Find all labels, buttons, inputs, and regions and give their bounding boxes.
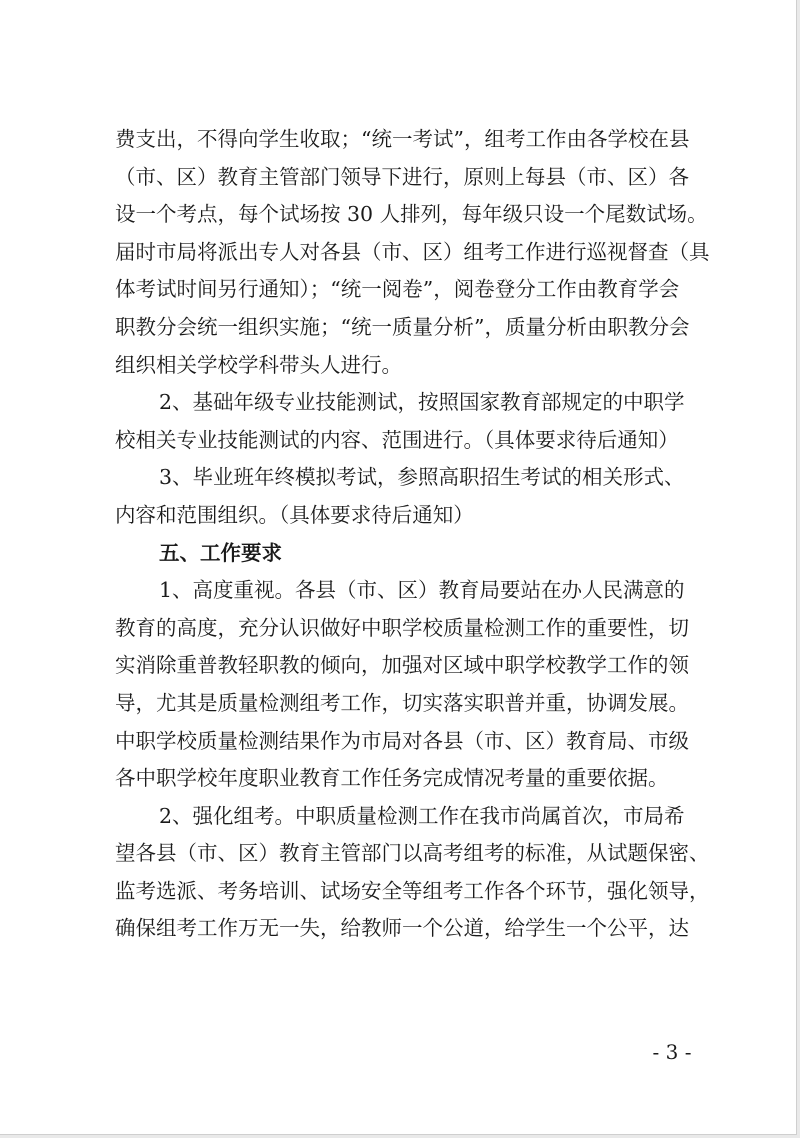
paragraph-line: 2、基础年级专业技能测试，按照国家教育部规定的中职学 [159,390,685,415]
paragraph-line: （市、区）教育主管部门领导下进行，原则上每县（市、区）各 [115,164,689,189]
paragraph-line: 职教分会统一组织实施；“统一质量分析”，质量分析由职教分会 [115,314,690,339]
paragraph-line: 1、高度重视。各县（市、区）教育局要站在办人民满意的 [159,578,685,603]
paragraph-line: 望各县（市、区）教育主管部门以高考组考的标准，从试题保密、 [115,841,710,866]
paragraph-line: 导，尤其是质量检测组考工作，切实落实职普并重，协调发展。 [115,690,689,715]
section-heading: 五、工作要求 [159,540,282,565]
body-text [115,121,715,948]
paragraph-line: 3、毕业班年终模拟考试，参照高职招生考试的相关形式、 [159,465,685,490]
paragraph-line: 各中职学校年度职业教育工作任务完成情况考量的重要依据。 [115,766,669,791]
paragraph-line: 组织相关学校学科带头人进行。 [115,352,402,377]
paragraph-line: 届时市局将派出专人对各县（市、区）组考工作进行巡视督查（具 [115,239,710,264]
page-number: - 3 - [652,1040,692,1064]
paragraph-line: 内容和范围组织。（具体要求待后通知） [115,502,474,527]
paragraph-line: 中职学校质量检测结果作为市局对各县（市、区）教育局、市级 [115,728,689,753]
paragraph-line: 监考选派、考务培训、试场安全等组考工作各个环节，强化领导， [115,878,710,903]
paragraph-line: 费支出，不得向学生收取；“统一考试”，组考工作由各学校在县 [115,127,690,151]
paragraph-line: 设一个考点，每个试场按 30 人排列，每年级只设一个尾数试场。 [115,202,708,227]
paragraph-line: 确保组考工作万无一失，给教师一个公道，给学生一个公平，达 [115,916,689,941]
paragraph-line: 体考试时间另行通知）；“统一阅卷”，阅卷登分工作由教育学会 [115,277,680,302]
paragraph-line: 教育的高度，充分认识做好中职学校质量检测工作的重要性，切 [115,615,689,640]
paragraph-line: 2、强化组考。中职质量检测工作在我市尚属首次，市局希 [159,803,685,828]
paragraph-line: 校相关专业技能测试的内容、范围进行。（具体要求待后通知） [115,427,679,452]
paragraph-line: 实消除重普教轻职教的倾向，加强对区域中职学校教学工作的领 [115,653,689,678]
